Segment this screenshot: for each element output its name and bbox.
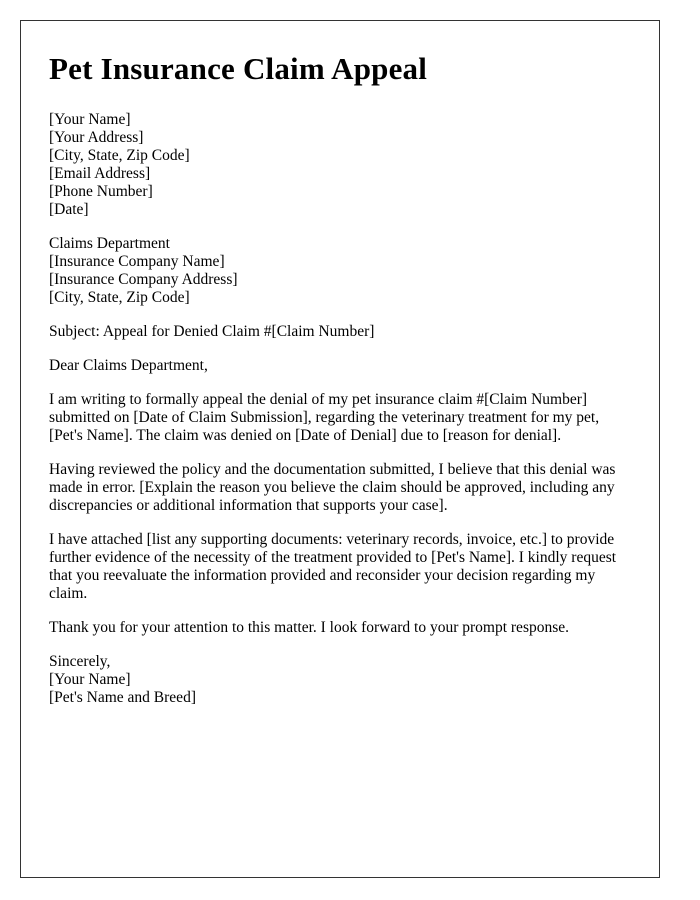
recipient-department: Claims Department	[49, 235, 170, 252]
recipient-block	[49, 235, 631, 307]
closing-block	[49, 653, 631, 707]
body-paragraph: Having reviewed the policy and the documentation submitted, I believe that this denial was made in error. [Explain the reason you believe the claim should be approved, including any discrepancies or additional information that supports your case].	[49, 461, 616, 514]
sender-block	[49, 111, 631, 219]
body-paragraph: I have attached [list any supporting documents: veterinary records, invoice, etc.] to provide further evidence of the necessity of the treatment provided to [Pet's Name]. I kindly request that you reevaluate the information provided and reconsider your decision regarding my claim.	[49, 531, 617, 602]
closing-phrase: Sincerely,	[49, 653, 111, 670]
body-paragraph: I am writing to formally appeal the denial of my pet insurance claim #[Claim Number] submitted on [Date of Claim Submission], regarding the veterinary treatment for my pet, [Pet's Name]. The claim was denied on [Date of Denial] due to [reason for denial].	[49, 391, 600, 444]
sender-city-state-zip: [City, State, Zip Code]	[49, 147, 190, 164]
recipient-city-state-zip: [City, State, Zip Code]	[49, 289, 190, 306]
sender-name: [Your Name]	[49, 111, 131, 128]
letter-page	[20, 20, 660, 878]
closing-pet-name-breed: [Pet's Name and Breed]	[49, 689, 196, 706]
letter-title: Pet Insurance Claim Appeal	[49, 51, 428, 86]
recipient-company-name: [Insurance Company Name]	[49, 253, 225, 270]
sender-email: [Email Address]	[49, 165, 151, 182]
letter-date: [Date]	[49, 201, 89, 218]
subject-line: Subject: Appeal for Denied Claim #[Claim Number]	[49, 323, 375, 340]
recipient-company-address: [Insurance Company Address]	[49, 271, 238, 288]
body-paragraph: Thank you for your attention to this matter. I look forward to your prompt response.	[49, 619, 570, 636]
salutation: Dear Claims Department,	[49, 357, 208, 374]
closing-name: [Your Name]	[49, 671, 131, 688]
sender-phone: [Phone Number]	[49, 183, 153, 200]
sender-address: [Your Address]	[49, 129, 144, 146]
